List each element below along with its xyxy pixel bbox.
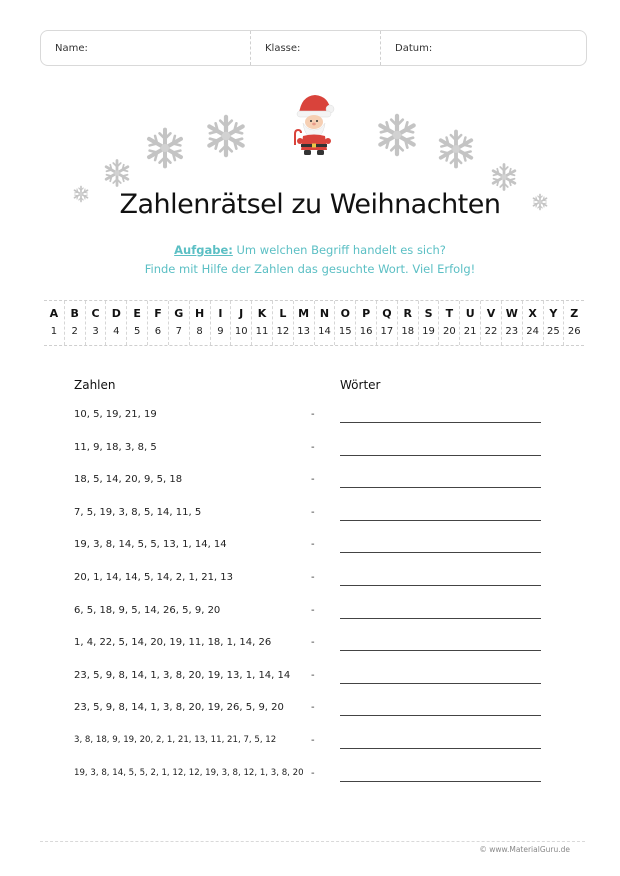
snowflake-icon [143, 126, 187, 170]
puzzle-row [0, 735, 620, 755]
number-sequence: 19, 3, 8, 14, 5, 5, 2, 1, 12, 12, 19, 3, 8, 12, 1, 3, 8, 20 [74, 767, 304, 778]
letter: K [257, 307, 267, 320]
row-dash: - [311, 572, 315, 583]
letter-number: 14 [318, 326, 331, 337]
letter-number: 17 [380, 326, 394, 337]
letter: A [49, 307, 59, 320]
letter-number: 13 [297, 326, 311, 337]
answer-line[interactable] [340, 520, 541, 521]
row-dash: - [311, 506, 315, 518]
row-dash: - [311, 604, 315, 616]
answer-line[interactable] [340, 715, 541, 716]
alphabet-cell [273, 301, 294, 345]
puzzle-row [0, 637, 620, 657]
letter-number: 8 [196, 326, 203, 337]
puzzle-row [0, 768, 620, 788]
alphabet-cell [564, 301, 584, 345]
number-sequence: 11, 9, 18, 3, 8, 5 [74, 441, 157, 453]
puzzle-row [0, 539, 620, 559]
alphabet-cell [252, 301, 273, 345]
answer-line[interactable] [340, 618, 541, 619]
letter: N [319, 307, 330, 320]
alphabet-cell [460, 301, 481, 345]
snowflake-icon [435, 128, 477, 170]
answer-line[interactable] [340, 422, 541, 423]
copyright-footer: © www.MaterialGuru.de [479, 845, 570, 854]
letter: X [528, 307, 537, 320]
task-label: Aufgabe: [174, 243, 233, 257]
alphabet-cell [502, 301, 523, 345]
name-field[interactable] [41, 31, 251, 65]
alphabet-cell [169, 301, 190, 345]
answer-line[interactable] [340, 683, 541, 684]
number-sequence: 19, 3, 8, 14, 5, 5, 13, 1, 14, 14 [74, 539, 227, 551]
answer-line[interactable] [340, 781, 541, 782]
letter: G [174, 307, 184, 320]
alphabet-cell [335, 301, 356, 345]
alphabet-cell [544, 301, 565, 345]
letter-number: 22 [484, 326, 498, 337]
letter-number: 20 [442, 326, 456, 337]
class-label: Klasse: [265, 42, 301, 54]
alphabet-cell [231, 301, 252, 345]
letter-number: 12 [276, 326, 290, 337]
letter-number: 24 [526, 326, 539, 337]
number-sequence: 7, 5, 19, 3, 8, 5, 14, 11, 5 [74, 506, 202, 518]
letter-number: 4 [113, 326, 120, 337]
letter-number: 1 [50, 326, 58, 337]
letter-number: 21 [463, 326, 477, 337]
letter: P [362, 307, 371, 320]
row-dash: - [311, 669, 315, 681]
date-label: Datum: [395, 42, 433, 54]
letter-number: 2 [71, 326, 78, 337]
task-line-2: Finde mit Hilfe der Zahlen das gesuchte Wort. Viel Erfolg! [144, 262, 476, 276]
alphabet-cell [127, 301, 148, 345]
letter-number: 7 [175, 326, 182, 337]
snowflake-icon [374, 112, 420, 158]
number-sequence: 1, 4, 22, 5, 14, 20, 19, 11, 18, 1, 14, 26 [74, 637, 272, 649]
name-label: Name: [55, 42, 88, 54]
letter: J [239, 307, 244, 320]
alphabet-cell [439, 301, 460, 345]
letter: V [486, 307, 496, 320]
alphabet-cell [315, 301, 336, 345]
letter-number: 16 [359, 326, 373, 337]
answer-line[interactable] [340, 748, 541, 749]
letter-number: 9 [217, 326, 224, 337]
alphabet-cell [190, 301, 211, 345]
row-dash: - [311, 474, 315, 486]
task-question: Um welchen Begriff handelt es sich? [236, 243, 446, 257]
alphabet-cell [398, 301, 419, 345]
puzzle-row [0, 572, 620, 592]
alphabet-cell [356, 301, 377, 345]
alphabet-cell [148, 301, 169, 345]
answer-line[interactable] [340, 455, 541, 456]
class-field[interactable] [251, 31, 381, 65]
alphabet-cell [86, 301, 107, 345]
letter: F [154, 307, 162, 320]
letter: Y [549, 307, 558, 320]
letter: I [218, 307, 223, 320]
number-sequence: 10, 5, 19, 21, 19 [74, 409, 157, 420]
puzzle-row [0, 474, 620, 494]
letter-number: 25 [547, 326, 560, 337]
task-line-1 [0, 243, 620, 257]
row-dash: - [311, 637, 315, 649]
alphabet-cell [523, 301, 544, 345]
puzzle-row [0, 670, 620, 690]
numbers-heading: Zahlen [74, 378, 116, 392]
worksheet-title: Zahlenrätsel zu Weihnachten [119, 189, 501, 220]
letter-number: 11 [255, 326, 269, 337]
letter: R [403, 307, 412, 320]
letter: L [279, 307, 287, 320]
letter: C [91, 307, 100, 320]
number-sequence: 6, 5, 18, 9, 5, 14, 26, 5, 9, 20 [74, 604, 221, 616]
letter: B [70, 307, 79, 320]
puzzle-row [0, 702, 620, 722]
number-sequence: 3, 8, 18, 9, 19, 20, 2, 1, 21, 13, 11, 21, 7, 5, 12 [74, 735, 277, 745]
number-sequence: 20, 1, 14, 14, 5, 14, 2, 1, 21, 13 [74, 572, 234, 583]
letter-number: 6 [154, 326, 162, 337]
row-dash: - [311, 735, 315, 746]
puzzle-row [0, 409, 620, 429]
row-dash: - [311, 441, 315, 453]
alphabet-cell [294, 301, 315, 345]
letter-number: 10 [234, 326, 248, 337]
alphabet-cell [419, 301, 440, 345]
row-dash: - [311, 409, 315, 420]
student-info-box [40, 30, 587, 66]
letter-number: 18 [401, 326, 415, 337]
letter-number: 23 [505, 326, 519, 337]
letter: Z [570, 307, 579, 320]
answer-line[interactable] [340, 585, 541, 586]
alphabet-cell [481, 301, 502, 345]
letter: T [445, 307, 454, 320]
letter: M [298, 307, 310, 320]
letter: W [505, 307, 518, 320]
row-dash: - [311, 767, 315, 779]
snowflake-icon [102, 158, 132, 188]
puzzle-row [0, 507, 620, 527]
answer-line[interactable] [340, 487, 541, 488]
date-field[interactable] [381, 31, 586, 65]
number-sequence: 23, 5, 9, 8, 14, 1, 3, 8, 20, 19, 26, 5, 9, 20 [74, 702, 284, 714]
alphabet-cell [65, 301, 86, 345]
letter: U [465, 307, 475, 320]
number-sequence: 23, 5, 9, 8, 14, 1, 3, 8, 20, 19, 13, 1, 14, 14 [74, 669, 291, 681]
letter-number: 15 [338, 326, 352, 337]
letter-number: 5 [133, 326, 141, 337]
letter: D [111, 307, 121, 320]
alphabet-number-key [44, 300, 584, 346]
santa-claus-icon [285, 90, 341, 160]
puzzle-row [0, 605, 620, 625]
footer-divider [40, 841, 585, 842]
letter: O [340, 307, 350, 320]
puzzle-row [0, 442, 620, 462]
letter: S [424, 307, 433, 320]
answer-line[interactable] [340, 650, 541, 651]
words-heading: Wörter [340, 378, 381, 392]
letter: Q [382, 307, 392, 320]
alphabet-cell [106, 301, 127, 345]
letter-number: 26 [567, 326, 581, 337]
answer-line[interactable] [340, 552, 541, 553]
alphabet-cell [211, 301, 232, 345]
letter: E [133, 307, 141, 320]
row-dash: - [311, 539, 315, 551]
alphabet-cell [44, 301, 65, 345]
letter: H [194, 307, 205, 320]
letter-number: 19 [422, 326, 435, 337]
letter-number: 3 [92, 326, 99, 337]
snowflake-icon [203, 113, 249, 159]
alphabet-cell [377, 301, 398, 345]
snowflake-icon [489, 162, 519, 192]
number-sequence: 18, 5, 14, 20, 9, 5, 18 [74, 474, 183, 486]
row-dash: - [311, 702, 315, 714]
